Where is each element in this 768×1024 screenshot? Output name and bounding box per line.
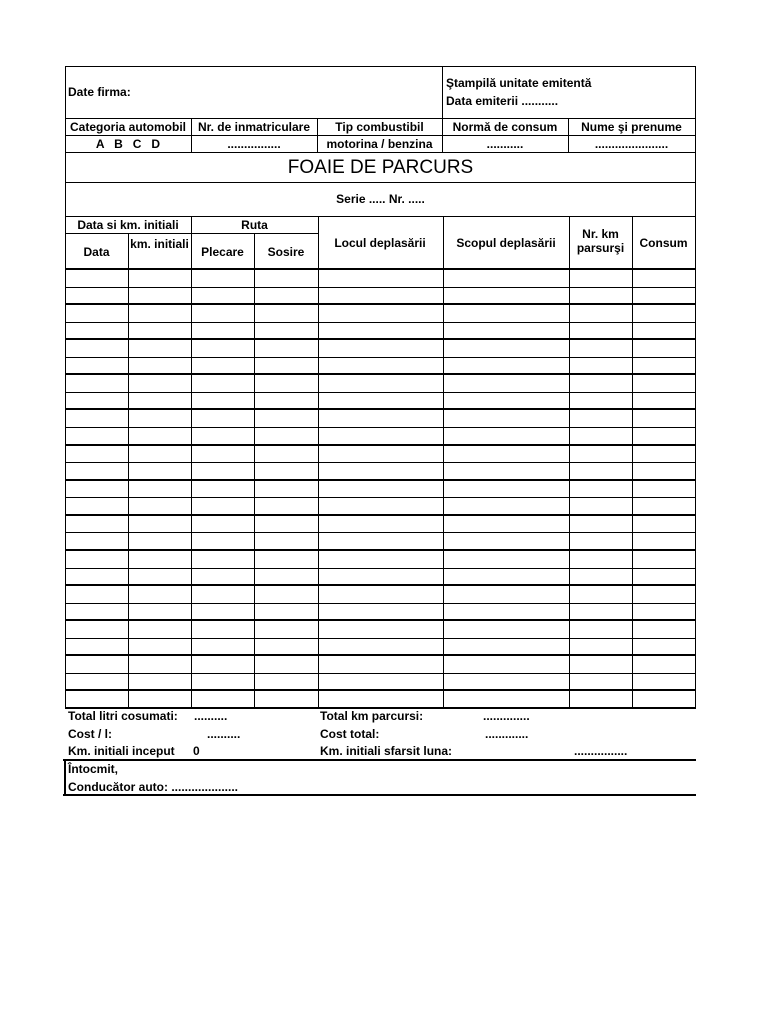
cost-litru-value: .......... xyxy=(207,727,241,741)
table-row-line xyxy=(65,549,696,551)
categoria-header: Categoria automobil xyxy=(69,120,186,134)
border-top xyxy=(65,66,696,67)
col-scopul-header: Scopul deplasării xyxy=(456,236,556,250)
table-row-line xyxy=(65,479,696,481)
total-km-parcursi-value: .............. xyxy=(483,709,530,723)
table-row-line xyxy=(65,373,696,375)
title-row-bottom xyxy=(65,182,696,183)
table-row-line xyxy=(65,619,696,621)
total-litri-label: Total litri cosumati: xyxy=(68,709,178,723)
header-divider xyxy=(442,66,443,118)
serie-row-bottom xyxy=(65,216,696,217)
table-row-line xyxy=(65,408,696,410)
group-ruta-header: Ruta xyxy=(241,218,268,232)
total-litri-value: .......... xyxy=(194,709,228,723)
col-locul-header: Locul deplasării xyxy=(334,236,426,250)
table-row-line xyxy=(65,303,696,305)
table-row-line xyxy=(65,497,696,498)
table-row-line xyxy=(65,338,696,340)
km-sfarsit-luna-label: Km. initiali sfarsit luna: xyxy=(320,744,453,758)
table-row-line xyxy=(65,532,696,533)
col-sosire-header: Sosire xyxy=(267,245,305,259)
data-emiterii-label: Data emiterii ........... xyxy=(446,94,559,108)
vehicle-row-bottom xyxy=(65,152,696,153)
nr-inmatriculare-header: Nr. de inmatriculare xyxy=(197,120,311,134)
table-row-line xyxy=(65,568,696,569)
col-data-header: Data xyxy=(83,245,110,259)
cost-litru-label: Cost / l: xyxy=(68,727,112,741)
col-plecare-header: Plecare xyxy=(201,245,244,259)
nr-inmatriculare-value: ................ xyxy=(227,137,281,151)
norma-consum-value: ........... xyxy=(486,137,524,151)
table-row-line xyxy=(65,689,696,691)
col-consum-header: Consum xyxy=(639,236,688,250)
table-row-line xyxy=(65,427,696,428)
tip-combustibil-header: Tip combustibil xyxy=(335,120,424,134)
table-row-line xyxy=(65,673,696,674)
table-row-line xyxy=(65,444,696,446)
col-nr-km-header: Nr. km parsurşi xyxy=(576,227,625,255)
group-data-km-header: Data si km. initiali xyxy=(77,218,179,232)
table-row-line xyxy=(65,392,696,393)
table-row-line xyxy=(65,514,696,516)
km-sfarsit-luna-value: ................ xyxy=(574,744,628,758)
table-row-line xyxy=(65,322,696,323)
tip-combustibil-value: motorina / benzina xyxy=(326,137,433,151)
categoria-value: A B C D xyxy=(95,137,161,151)
cost-total-label: Cost total: xyxy=(320,727,380,741)
table-row-line xyxy=(65,357,696,358)
table-row-line xyxy=(65,654,696,656)
table-row-line xyxy=(65,287,696,288)
footer-top-line xyxy=(63,759,696,761)
conducator-auto-label: Conducător auto: .................... xyxy=(68,780,239,794)
page-title: FOAIE DE PARCURS xyxy=(287,157,474,178)
table-row-line xyxy=(65,268,696,270)
stampila-label: Ştampilă unitate emitentă xyxy=(446,76,592,90)
intocmit-label: Întocmit, xyxy=(68,762,118,776)
col-km-initiali-header: km. initiali xyxy=(130,237,189,251)
norma-consum-header: Normă de consum xyxy=(452,120,558,134)
nume-prenume-value: ...................... xyxy=(594,137,669,151)
footer-left-line xyxy=(64,760,66,796)
vehicle-row-top xyxy=(65,118,696,119)
km-initiali-inceput-value: 0 xyxy=(193,744,200,758)
table-row-line xyxy=(65,462,696,463)
table-row-line xyxy=(65,584,696,586)
km-initiali-inceput-label: Km. initiali inceput xyxy=(68,744,175,758)
total-km-parcursi-label: Total km parcursi: xyxy=(320,709,424,723)
serie-nr: Serie ..... Nr. ..... xyxy=(336,192,425,206)
cost-total-value: ............. xyxy=(485,727,529,741)
date-firma-label: Date firma: xyxy=(68,85,131,99)
footer-bottom-line xyxy=(63,794,696,796)
table-row-line xyxy=(65,638,696,639)
nume-prenume-header: Nume şi prenume xyxy=(581,120,682,134)
table-row-line xyxy=(65,603,696,604)
vehicle-row-mid xyxy=(65,135,696,136)
